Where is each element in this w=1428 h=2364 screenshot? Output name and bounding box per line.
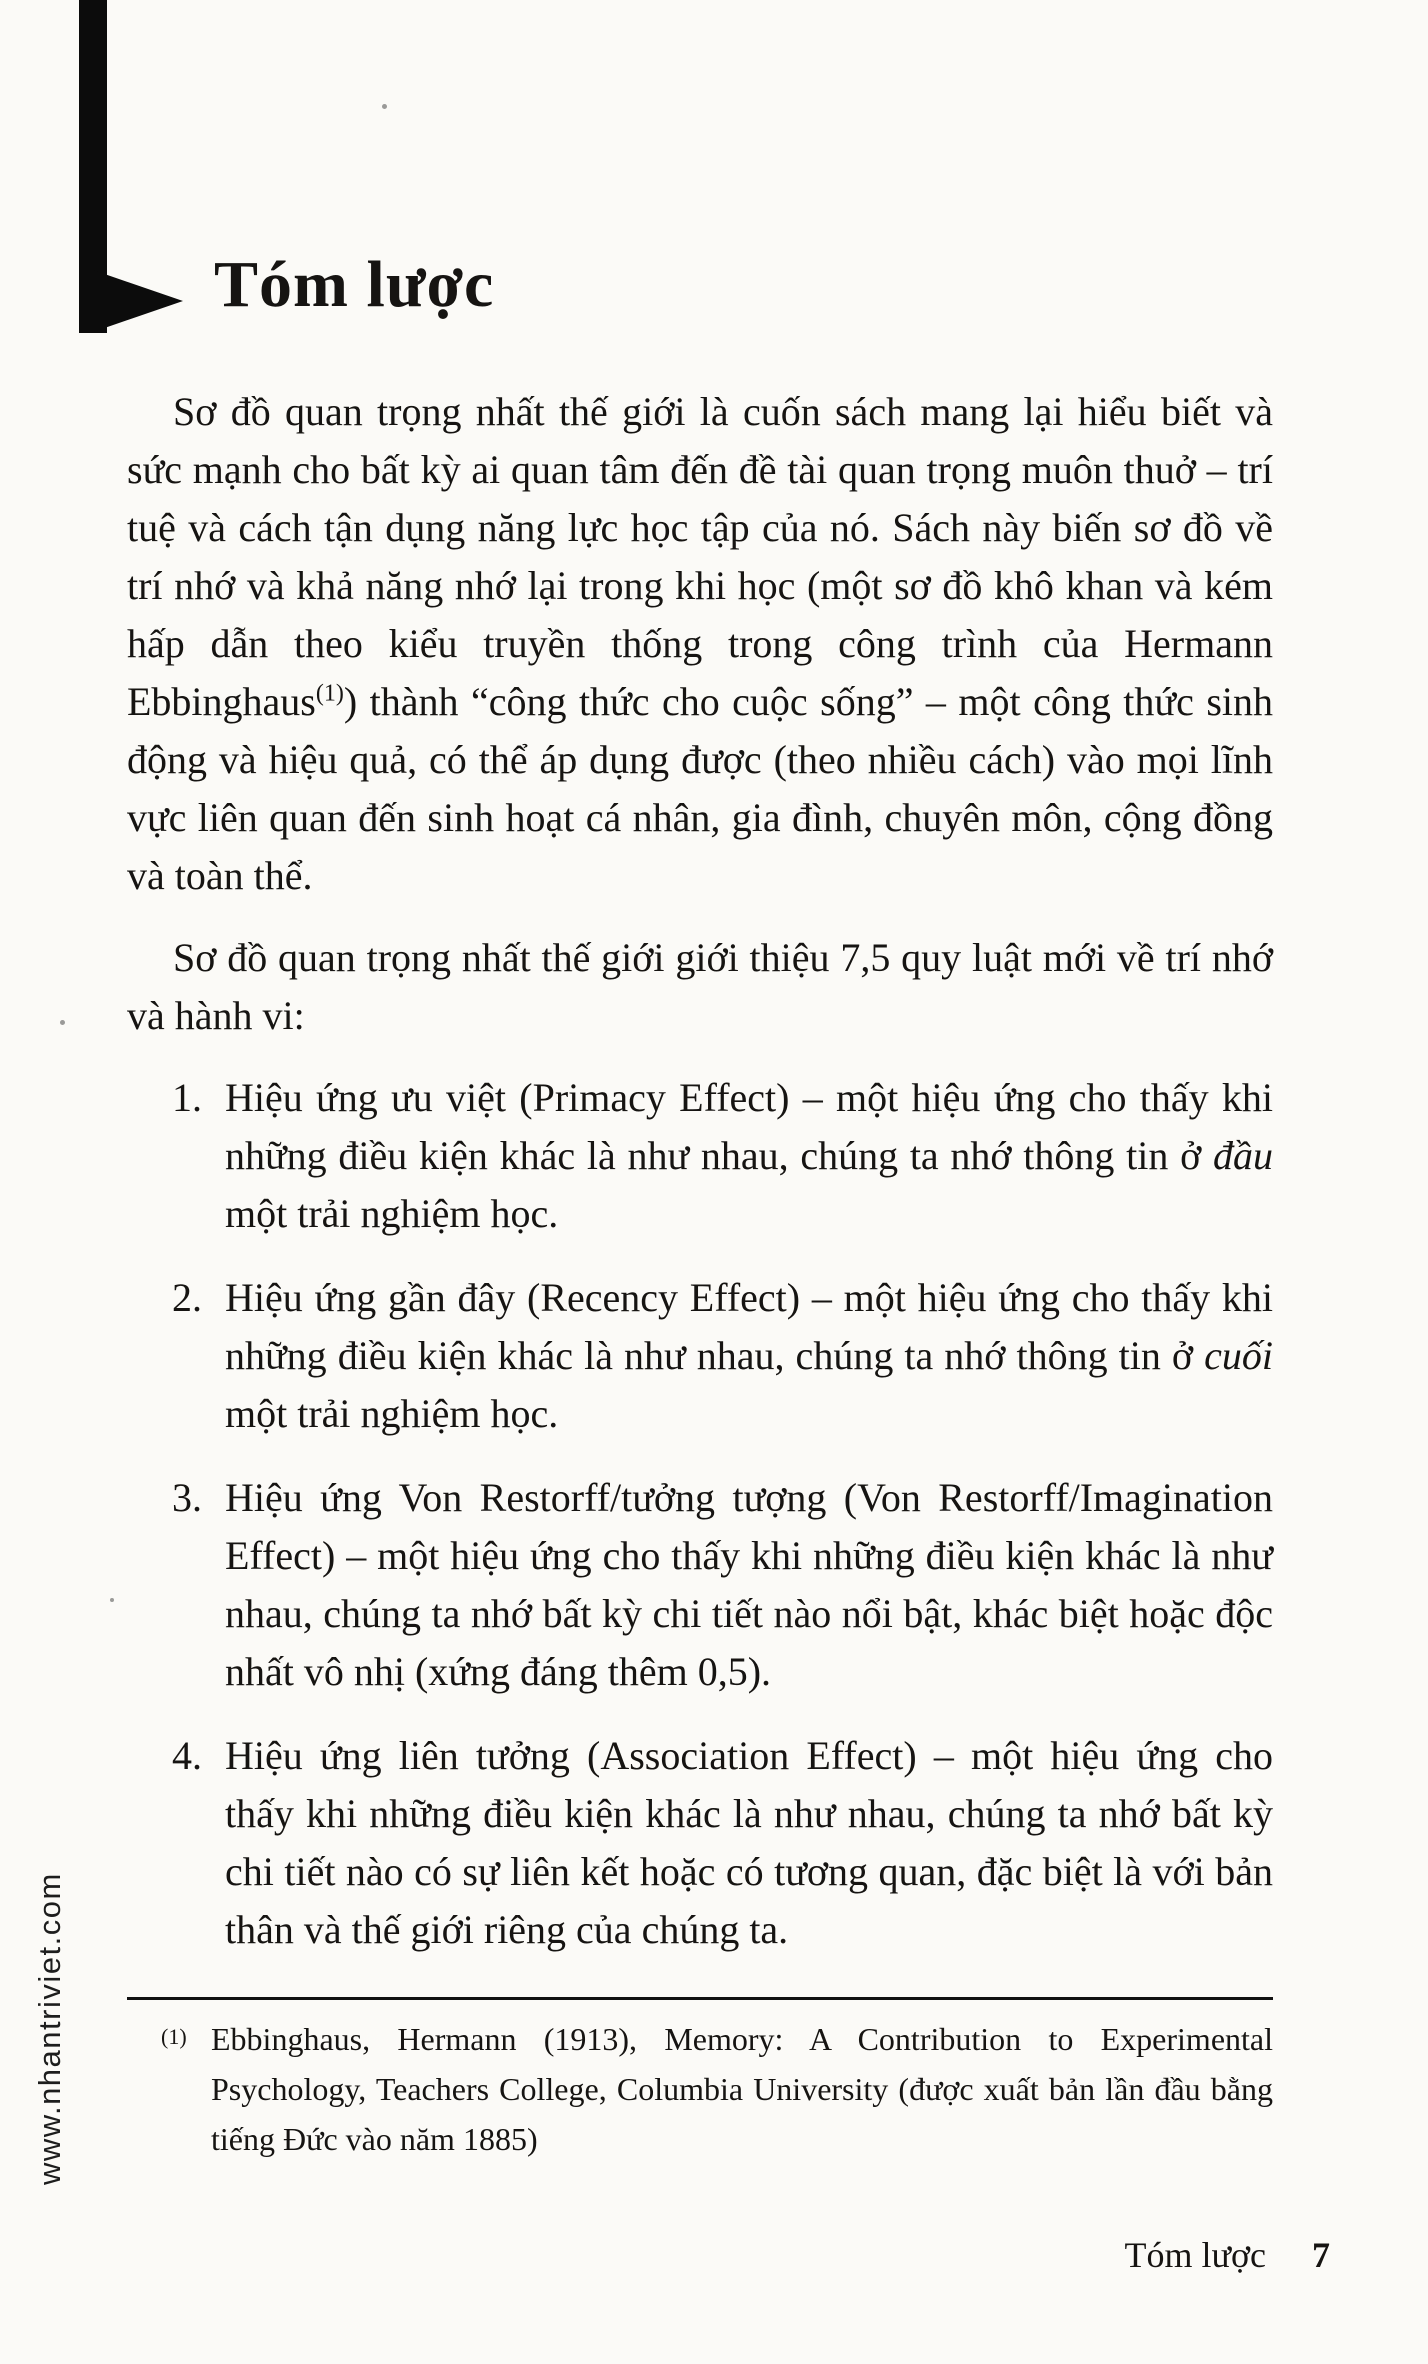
footnote-divider <box>127 1997 1273 2000</box>
footer-page-number: 7 <box>1312 2235 1330 2275</box>
list-item <box>127 1269 1273 1443</box>
list-item-emphasis: đầu <box>1213 1133 1273 1178</box>
paragraph-text: Sơ đồ quan trọng nhất thế giới là cuốn sách mang lại hiểu biết và sức mạnh cho bất kỳ ai quan tâm đến đề tài quan trọng muôn thuở – trí tuệ và cách tận dụng năng lực học tập của nó. Sách này biến sơ đồ về trí nhớ và khả năng nhớ lại trong khi học (một sơ đồ khô khan và kém hấp dẫn theo kiểu truyền thống trong công trình của Hermann Ebbinghaus <box>127 389 1273 724</box>
list-item-text: Hiệu ứng gần đây (Recency Effect) – một hiệu ứng cho thấy khi những điều kiện khác là như nhau, chúng ta nhớ thông tin ở <box>225 1275 1273 1378</box>
scan-artifact-dot <box>60 1020 65 1025</box>
page-title: Tóm lược <box>214 248 495 321</box>
paragraph-intro <box>127 383 1273 905</box>
list-item <box>127 1069 1273 1243</box>
scan-artifact-dot <box>110 1598 114 1602</box>
list-item-text: Hiệu ứng Von Restorff/tưởng tượng (Von Restorff/Imagination Effect) – một hiệu ứng cho thấy khi những điều kiện khác là như nhau, chúng ta nhớ bất kỳ chi tiết nào nổi bật, khác biệt hoặc độc nhất vô nhị (xứng đáng thêm 0,5). <box>225 1475 1273 1694</box>
scan-artifact-dot <box>382 104 387 109</box>
list-item-emphasis: cuối <box>1204 1333 1273 1378</box>
list-number: 4. <box>172 1733 202 1778</box>
arrow-right-icon <box>90 269 183 333</box>
list-item-text: một trải nghiệm học. <box>225 1391 559 1436</box>
list-number: 3. <box>172 1475 202 1520</box>
page-content <box>127 383 1273 2164</box>
page-footer <box>1124 2234 1330 2276</box>
paragraph-text: ) thành “công thức cho cuộc sống” – một công thức sinh động và hiệu quả, có thể áp dụng được (theo nhiều cách) vào mọi lĩnh vực liên quan đến sinh hoạt cá nhân, gia đình, chuyên môn, cộng đồng và toàn thể. <box>127 679 1273 898</box>
footnote-text: Ebbinghaus, Hermann (1913), Memory: A Contribution to Experimental Psychology, Teachers College, Columbia University (được xuất bản lần đầu bằng tiếng Đức vào năm 1885) <box>211 2021 1273 2157</box>
list-item-text: Hiệu ứng ưu việt (Primacy Effect) – một hiệu ứng cho thấy khi những điều kiện khác là như nhau, chúng ta nhớ thông tin ở <box>225 1075 1273 1178</box>
numbered-list <box>127 1069 1273 1959</box>
paragraph-lead-in: Sơ đồ quan trọng nhất thế giới giới thiệu 7,5 quy luật mới về trí nhớ và hành vi: <box>127 935 1273 1038</box>
publisher-url-watermark: www.nhantriviet.com <box>32 1872 67 2185</box>
list-number: 2. <box>172 1275 202 1320</box>
list-item <box>127 1469 1273 1701</box>
footnote-reference: (1) <box>315 680 344 707</box>
footnote-marker: (1) <box>161 2024 187 2049</box>
list-item <box>127 1727 1273 1959</box>
footnote <box>127 2014 1273 2164</box>
list-number: 1. <box>172 1075 202 1120</box>
footer-chapter-label: Tóm lược <box>1124 2235 1266 2275</box>
list-item-text: một trải nghiệm học. <box>225 1191 559 1236</box>
list-item-text: Hiệu ứng liên tưởng (Association Effect) – một hiệu ứng cho thấy khi những điều kiện khác là như nhau, chúng ta nhớ bất kỳ chi tiết nào có sự liên kết hoặc có tương quan, đặc biệt là với bản thân và thế giới riêng của chúng ta. <box>225 1733 1273 1952</box>
